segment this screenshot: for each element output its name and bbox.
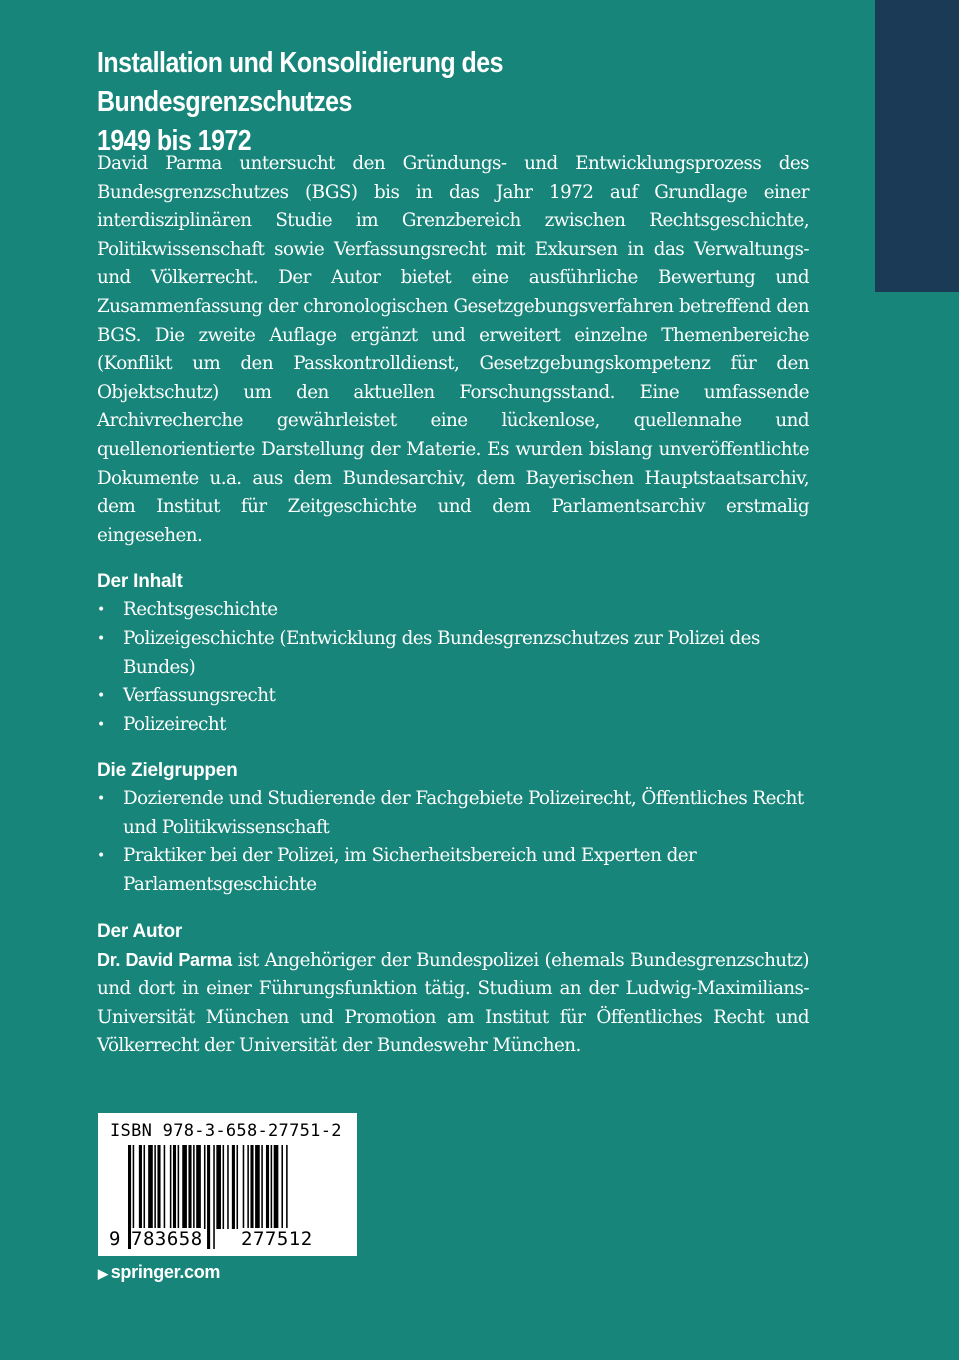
bullet-icon: • (97, 688, 105, 705)
barcode-bar (178, 1145, 180, 1229)
barcode-digits-left: 783658 (131, 1228, 203, 1250)
bullet-icon: • (97, 716, 105, 733)
barcode-bar (148, 1145, 153, 1229)
barcode-bar (164, 1145, 166, 1229)
author-bio-text: ist Angehöriger der Bundespolizei (ehemals Bundesgrenzschutz) und dort in einer Führungsfunktion tätig. Studium an der Ludwig-Maximilians-Universität München und Promotion am Institut für Öffentliches Recht und Völkerrecht der Universität der Bundeswehr München. (97, 949, 809, 1057)
barcode-bar (207, 1145, 210, 1249)
barcode-bar (157, 1145, 160, 1229)
author-name: Dr. David Parma (97, 949, 232, 970)
bullet-icon: • (97, 630, 105, 647)
barcode-bar (213, 1145, 215, 1249)
barcode-bar (261, 1145, 263, 1229)
isbn-barcode (98, 1113, 357, 1256)
back-cover-text (97, 150, 809, 1061)
inhalt-list (97, 596, 809, 739)
list-item: • Polizeigeschichte (Entwicklung des Bundesgrenzschutzes zur Polizei des Bundes) (97, 625, 809, 682)
spine-color-band (875, 0, 959, 292)
barcode-bar (274, 1145, 279, 1229)
publisher-url: springer.com (110, 1262, 221, 1282)
barcode-bar (144, 1145, 146, 1229)
barcode-bar (170, 1145, 172, 1229)
barcode-bar (173, 1145, 176, 1229)
barcode-bar (193, 1145, 195, 1229)
barcode-bar (255, 1145, 260, 1229)
zielgruppen-list (97, 785, 809, 899)
barcode-digits-right: 277512 (241, 1228, 313, 1250)
list-item: • Rechtsgeschichte (97, 596, 809, 625)
barcode-bar (182, 1145, 187, 1229)
barcode-bar (223, 1145, 225, 1229)
barcode-bar (271, 1145, 273, 1229)
barcode-bar (237, 1145, 239, 1229)
barcode-bar (216, 1145, 221, 1229)
barcode-bar (266, 1145, 269, 1229)
list-item: • Dozierende und Studierende der Fachgebiete Polizeirecht, Öffentliches Recht und Politikwissenschaft (97, 785, 809, 842)
barcode-bar (196, 1145, 201, 1229)
title-line-2: 1949 bis 1972 (97, 125, 252, 157)
intro-paragraph: David Parma untersucht den Gründungs- und Entwicklungsprozess des Bundesgrenzschutzes (BGS) bis in das Jahr 1972 auf Grundlage einer interdisziplinären Studie im Grenzbereich zwischen Rechtsgeschichte, Politikwissenschaft sowie Verfassungsrecht mit Exkursen in das Verwaltungs- und Völkerrecht. Der Autor bietet eine ausführliche Bewertung und Zusammenfassung der chronologischen Gesetzgebungsverfahren betreffend den BGS. Die zweite Auflage ergänzt und erweitert einzelne Themenbereiche (Konflikt um den Passkontrolldienst, Gesetzgebungskompetenz für den Objektschutz) um den aktuellen Forschungsstand. Eine umfassende Archivrecherche gewährleistet eine lückenlose, quellennahe und quellenorientierte Darstellung der Materie. Es wurden bislang unveröffentlichte Dokumente u.a. aus dem Bundesarchiv, dem Bayerischen Hauptstaatsarchiv, dem Institut für Zeitgeschichte und dem Parlamentsarchiv erstmalig eingesehen. (97, 153, 809, 546)
barcode-bar (250, 1145, 253, 1229)
play-arrow-icon: ▶ (98, 1266, 108, 1281)
barcode-bar (243, 1145, 245, 1229)
bullet-icon: • (97, 602, 105, 619)
barcode-bar (281, 1145, 283, 1229)
author-bio (97, 946, 809, 1061)
bullet-icon: • (97, 791, 105, 808)
list-item: • Praktiker bei der Polizei, im Sicherheitsbereich und Experten der Parlamentsgeschichte (97, 842, 809, 899)
barcode-digit-first: 9 (109, 1228, 121, 1250)
barcode-bar (227, 1145, 229, 1229)
bullet-icon: • (97, 848, 105, 865)
autor-heading: Der Autor (97, 920, 183, 942)
book-title (97, 44, 699, 161)
publisher-link[interactable] (98, 1262, 220, 1283)
barcode-bar (188, 1145, 191, 1229)
barcode-bar (154, 1145, 156, 1229)
list-item: • Verfassungsrecht (97, 682, 809, 711)
list-item: • Polizeirecht (97, 711, 809, 740)
barcode-bar (204, 1145, 206, 1229)
barcode-bar (139, 1145, 142, 1229)
title-line-1: Installation und Konsolidierung des Bundesgrenzschutzes (97, 47, 503, 118)
inhalt-heading: Der Inhalt (97, 571, 183, 593)
zielgruppen-heading: Die Zielgruppen (97, 760, 238, 782)
isbn-number: ISBN 978-3-658-27751-2 (110, 1121, 342, 1141)
barcode-bar (232, 1145, 235, 1229)
barcode-bar (247, 1145, 249, 1229)
